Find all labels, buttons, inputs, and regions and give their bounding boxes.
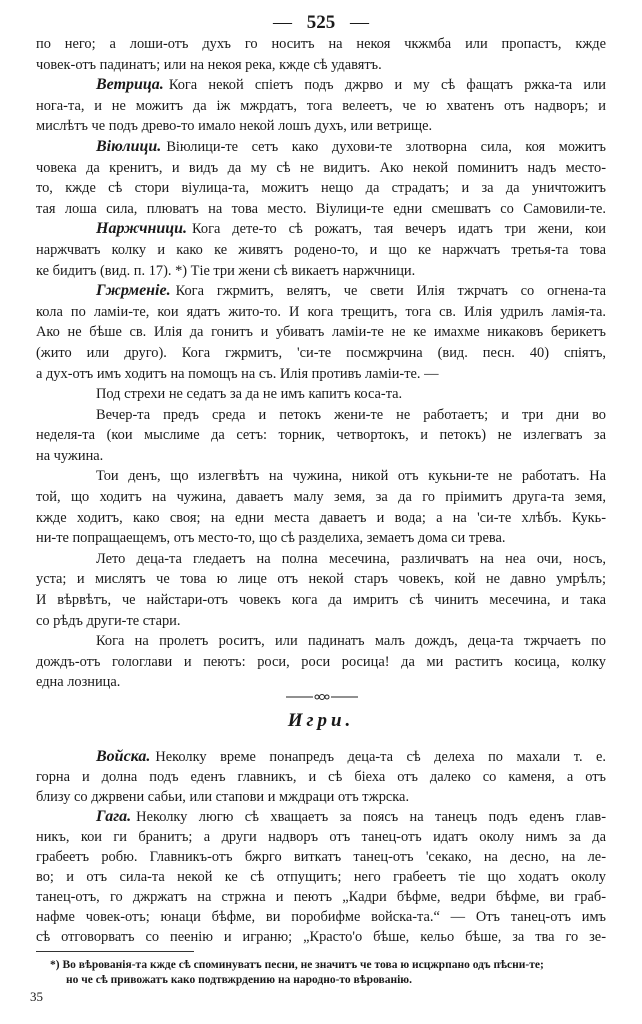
line-text: тая лоша сила, плюватъ на това место. Віулици-те едни смешватъ со Самовили-те. — [36, 200, 606, 217]
text-line — [36, 787, 606, 807]
printer-signature-mark: 35 — [30, 989, 43, 1004]
text-line — [36, 55, 606, 76]
text-line — [36, 907, 606, 927]
text-line — [36, 199, 606, 220]
text-line — [36, 767, 606, 787]
page-dash-left: — — [273, 12, 292, 33]
text-line — [36, 569, 606, 590]
text-line — [36, 96, 606, 117]
line-text: неделя-та (кои мыслиме да сетъ: торник, четвортокъ, и петокъ) не излегватъ за — [36, 427, 606, 444]
line-text: Вечер-та предъ среда и петокъ жени-те не работаетъ; и три дни во — [96, 406, 606, 423]
line-text: човека да кренитъ, и видъ да му сѣ не видитъ. Ако некой поминитъ надъ место- — [36, 159, 606, 176]
ornament-divider-icon — [286, 691, 358, 703]
line-text: Неколку люгю сѣ хващаетъ за поясъ на танецъ подъ еденъ глав- — [136, 809, 606, 825]
footnotes — [50, 958, 606, 988]
line-text: то, кжде сѣ стори віулица-та, можитъ нещо да страдатъ; и за да уничтожитъ — [36, 180, 606, 197]
text-line — [36, 322, 606, 343]
line-text: Кога на пролетъ роситъ, или падинатъ малъ дождъ, деца-та тжрчаетъ по — [96, 633, 606, 650]
entry-term: Ветрица. — [96, 76, 164, 94]
text-line — [36, 178, 606, 199]
line-text: уста; и мислятъ че това ю лице отъ некой старъ човекъ, кой не давно умрѣлъ; — [36, 571, 606, 588]
text-line — [36, 487, 606, 508]
text-line — [36, 631, 606, 652]
text-line — [36, 652, 606, 673]
entry-term: Гжрменіе. — [96, 282, 171, 300]
text-line — [36, 867, 606, 887]
footnote-rule — [36, 951, 194, 952]
entry-term: Віюлици. — [96, 137, 162, 155]
text-line — [36, 261, 606, 282]
entry-term: Гага. — [96, 808, 132, 825]
line-text: во; и отъ сила-та некой ке сѣ отпущитъ; него грабеетъ тіе що ходатъ околу — [36, 869, 606, 885]
text-line — [36, 887, 606, 907]
paragraph-heading-line — [36, 137, 606, 158]
text-line — [36, 384, 606, 405]
paragraph-heading-line — [36, 747, 606, 767]
text-line — [36, 405, 606, 426]
line-text: Тои денъ, що излегвѣтъ на чужина, никой отъ кукьни-те не работатъ. На — [96, 468, 606, 485]
line-text: една лозница. — [36, 674, 121, 691]
line-text: грабеетъ робю. Главникъ-отъ бжрго виткатъ танец-отъ 'секако, на десно, на ле- — [36, 849, 606, 865]
page-dash-right: — — [350, 12, 369, 33]
line-text: танец-отъ, го джржатъ на стржна и пеютъ „Кадри бѣфме, ведри бѣфме, ви граб- — [36, 889, 606, 905]
line-text: И вѣрвѣтъ, че найстари-отъ човекъ кога да имритъ сѣ чинитъ месечина, и така — [36, 592, 606, 609]
text-line — [36, 508, 606, 529]
line-text: той, що ходитъ на чужина, даваетъ малу земя, за да го пріимитъ друга-та земя, — [36, 489, 606, 506]
text-line — [36, 827, 606, 847]
text-line — [36, 343, 606, 364]
line-text: близу со джрвени сабьи, или стапови и мждраци отъ тжрска. — [36, 789, 410, 805]
line-text: нафме човек-отъ; юнаци бѣфме, ви поробифме войска-та.“ — Отъ танец-отъ имъ — [36, 909, 606, 925]
paragraph-heading-line — [36, 807, 606, 827]
text-line — [36, 611, 606, 632]
text-line — [36, 847, 606, 867]
line-text: Кога некой спіетъ подъ джрво и му сѣ фащатъ ржка-та или — [168, 77, 606, 94]
section-title: Игри. — [287, 710, 355, 731]
text-line — [36, 364, 606, 385]
line-text: Ако не бѣше св. Илія да гонитъ и убиватъ ламіи-те не ке имахме никаковъ берикетъ — [36, 324, 606, 341]
text-line — [36, 466, 606, 487]
line-text: Кога гжрмитъ, велятъ, че свети Илія тжрчатъ со огнена-та — [175, 283, 606, 300]
text-line — [36, 446, 606, 467]
line-text: кола по ламіи-те, кои ядатъ жито-то. И кога трещитъ, тога св. Илія удрилъ ламія-та. — [36, 303, 606, 320]
line-text: на чужина. — [36, 447, 104, 464]
text-line — [36, 425, 606, 446]
line-text: а дух-отъ имъ ходитъ на помощъ на съ. Илія противъ ламіи-те. — — [36, 365, 439, 382]
text-line — [36, 549, 606, 570]
text-line — [36, 302, 606, 323]
line-text: ке бидитъ (вид. п. 17). *) Тіе три жени сѣ викаетъ наржчници. — [36, 262, 416, 279]
line-text: (жито или друго). Кога гжрмитъ, 'си-те посмжрчина (вид. песн. 40) спіятъ, — [36, 344, 606, 361]
paragraph-heading-line — [36, 219, 606, 240]
line-text: дождъ-отъ гологлави и пеютъ: роси, роси росица! да ми раститъ косица, колку — [36, 653, 606, 670]
page-header — [0, 12, 642, 34]
paragraph-heading-line — [36, 281, 606, 302]
line-text: по него; а лоши-отъ духъ го носитъ на некоя чкжмба или пропастъ, кжде — [36, 36, 606, 52]
page-number: 525 — [306, 12, 336, 33]
body-text-games — [36, 747, 606, 947]
text-line — [36, 672, 606, 693]
line-text: човек-отъ падинатъ; или на некоя река, кжде сѣ удавятъ. — [36, 56, 382, 73]
line-text: Под стрехи не седатъ за да не имъ капитъ коса-та. — [96, 386, 403, 403]
line-text: со рѣдъ други-те стари. — [36, 612, 181, 629]
footnote-line: *) Во вѣрованія-та кжде сѣ споминуватъ песни, не значитъ че това ю исцжрпано одъ пѣсни-те; — [50, 959, 544, 971]
text-line — [36, 528, 606, 549]
text-line — [36, 927, 606, 947]
text-line — [36, 240, 606, 261]
paragraph-heading-line — [36, 75, 606, 96]
line-text: кжде ходитъ, како своя; на едни места даваетъ и вода; а на 'си-те хлѣбъ. Кукь- — [36, 509, 606, 526]
line-text: сѣ отговорватъ со пеенію и играню; „Красто'о бѣше, кельо бѣше, за тва го зе- — [36, 929, 606, 945]
line-text: наржчватъ колку и како ке живятъ родено-то, и що ке наржчатъ третья-та това — [36, 241, 606, 258]
footnote-line: но че сѣ привожатъ како подтвжрдению на народно-то вѣрованію. — [66, 974, 412, 986]
body-text-beliefs — [36, 34, 606, 693]
line-text: мислѣтъ че подъ древо-то имало некой лошъ духъ, или ветрище. — [36, 118, 433, 135]
line-text: никъ, кои ги бранитъ; а други надворъ отъ танец-отъ идатъ околу нимъ за да — [36, 829, 606, 845]
entry-term: Наржчници. — [96, 220, 188, 238]
text-line — [36, 590, 606, 611]
line-text: нога-та, и не можитъ да іж мжрдатъ, тога велеетъ, че ю хватенъ отъ надворъ; и — [36, 97, 606, 114]
line-text: горна и долна подъ еденъ главникъ, и сѣ біеха отъ далеко со каменя, а отъ — [36, 769, 606, 785]
line-text: Віюлици-те сетъ како духови-те злотворна сила, коя можитъ — [166, 138, 606, 155]
text-line — [36, 34, 606, 55]
text-line — [36, 158, 606, 179]
line-text: Неколку време понапредъ деца-та сѣ делеха по махали т. е. — [155, 749, 606, 765]
text-line — [36, 116, 606, 137]
line-text: Кога дете-то сѣ рожатъ, тая вечеръ идатъ три жени, кои — [192, 221, 606, 238]
entry-term: Войска. — [96, 748, 151, 765]
line-text: ни-те попращаещемъ, отъ место-то, що сѣ разделиха, земаетъ дома си трева. — [36, 530, 506, 547]
line-text: Лето деца-та гледаетъ на полна месечина, различватъ на неа очи, носъ, — [96, 550, 606, 567]
